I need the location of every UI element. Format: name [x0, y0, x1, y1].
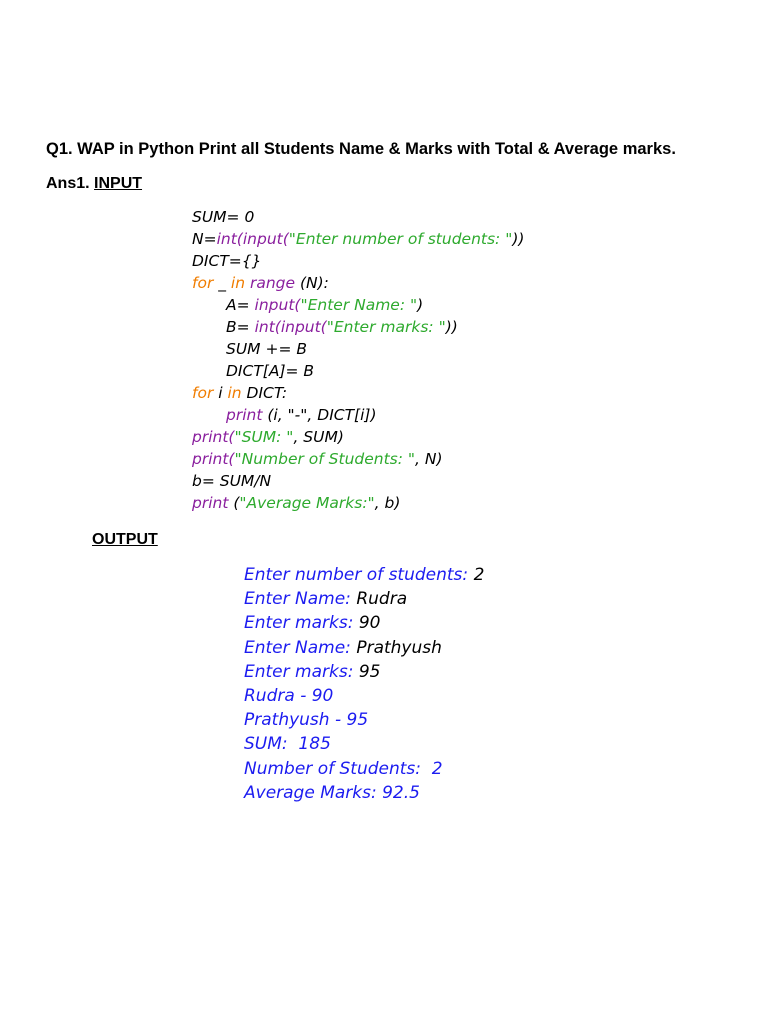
output-value: 2 — [473, 565, 485, 585]
code-line — [192, 448, 524, 470]
code-text: )) — [512, 230, 525, 248]
code-text: ( — [228, 494, 240, 512]
code-string: "Number of Students: " — [234, 450, 416, 468]
code-text: SUM += B — [226, 340, 308, 358]
output-prompt: Enter Name: — [244, 589, 357, 610]
code-string: "Enter Name: " — [300, 296, 418, 314]
answer-prefix: Ans1. — [46, 175, 90, 192]
code-text: , SUM) — [293, 428, 344, 446]
code-string: "SUM: " — [234, 428, 294, 446]
output-line: Rudra - 90 — [244, 685, 334, 706]
output-value: Rudra — [356, 589, 408, 610]
code-line — [192, 250, 524, 272]
output-prompt: Enter Name: — [244, 637, 357, 658]
code-line — [192, 360, 524, 382]
code-text: N= — [192, 230, 217, 248]
code-line — [192, 492, 524, 514]
output-value: Prathyush — [356, 637, 442, 658]
code-text: b= SUM/N — [192, 472, 272, 490]
code-keyword: for — [192, 274, 214, 292]
code-line — [192, 316, 524, 338]
output-block — [244, 563, 484, 805]
code-builtin: range — [245, 274, 296, 292]
code-builtin: print( — [192, 450, 235, 468]
answer-heading — [46, 175, 142, 193]
code-text: DICT[A]= B — [226, 362, 315, 380]
code-keyword: in — [227, 384, 242, 402]
code-text: DICT={} — [192, 252, 262, 270]
code-line — [192, 294, 524, 316]
code-line — [192, 382, 524, 404]
output-line — [244, 611, 484, 635]
output-prompt: Enter marks: — [244, 661, 359, 682]
code-text: (N): — [295, 274, 329, 292]
input-heading: INPUT — [94, 175, 143, 192]
output-line: SUM: 185 — [244, 734, 331, 755]
code-line — [192, 338, 524, 360]
code-line — [192, 426, 524, 448]
code-line — [192, 272, 524, 294]
code-line — [192, 228, 524, 250]
code-builtin: print — [226, 406, 263, 424]
code-builtin: input( — [254, 296, 301, 314]
code-text: A= — [226, 296, 255, 314]
code-text: B= — [226, 318, 255, 336]
code-builtin: int(input( — [216, 230, 289, 248]
output-line — [244, 587, 484, 611]
code-string: "Enter marks: " — [326, 318, 446, 336]
code-builtin: int(input( — [254, 318, 327, 336]
code-text: ) — [417, 296, 424, 314]
question-text: Q1. WAP in Python Print all Students Name & Marks with Total & Average marks. — [46, 140, 676, 158]
code-builtin: print( — [192, 428, 235, 446]
code-string: "Average Marks:" — [239, 494, 375, 512]
code-builtin: print — [192, 494, 229, 512]
output-line — [244, 563, 484, 587]
output-line: Average Marks: 92.5 — [244, 782, 420, 803]
code-text: DICT: — [241, 384, 288, 402]
code-line — [192, 206, 524, 228]
code-text: i — [213, 384, 228, 402]
code-string: "Enter number of students: " — [288, 230, 513, 248]
output-line: Number of Students: 2 — [244, 758, 443, 779]
output-line — [244, 660, 484, 684]
code-keyword: in — [230, 274, 246, 292]
output-line: Prathyush - 95 — [244, 710, 369, 731]
code-line — [192, 404, 524, 426]
code-text: _ — [213, 274, 231, 292]
output-value: 95 — [358, 661, 381, 682]
output-heading: OUTPUT — [92, 531, 158, 548]
code-text: , b) — [374, 494, 401, 512]
code-block — [192, 206, 524, 514]
output-prompt: Enter marks: — [244, 613, 359, 634]
output-line — [244, 636, 484, 660]
output-value: 90 — [358, 613, 381, 634]
output-prompt: Enter number of students: — [244, 565, 474, 585]
code-line — [192, 470, 524, 492]
code-keyword: for — [192, 384, 214, 402]
code-text: (i, "-", DICT[i]) — [262, 406, 377, 424]
code-text: SUM= 0 — [192, 208, 255, 226]
code-text: , N) — [415, 450, 443, 468]
code-text: )) — [445, 318, 458, 336]
